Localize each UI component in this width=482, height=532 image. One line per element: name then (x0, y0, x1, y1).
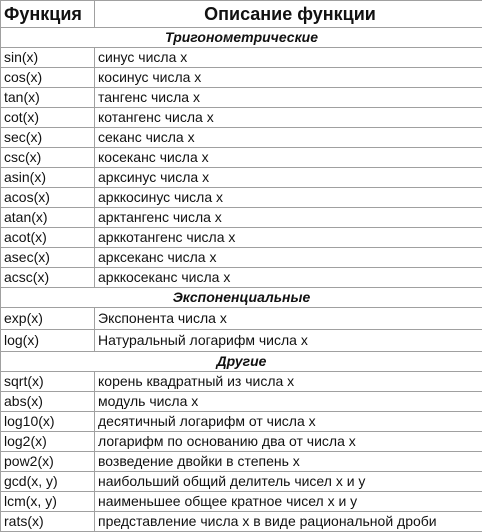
function-description: Натуральный логарифм числа x (95, 330, 482, 352)
function-description: модуль числа x (95, 392, 482, 412)
section-row (1, 288, 482, 308)
function-description: котангенс числа x (95, 108, 482, 128)
function-name: log(x) (1, 330, 95, 352)
function-description: секанс числа x (95, 128, 482, 148)
function-description: косеканс числа x (95, 148, 482, 168)
function-description: арккотангенс числа x (95, 228, 482, 248)
table-row (1, 248, 482, 268)
section-title: Другие (1, 352, 482, 372)
function-name: sqrt(x) (1, 372, 95, 392)
function-name: abs(x) (1, 392, 95, 412)
table-row (1, 188, 482, 208)
function-name: exp(x) (1, 308, 95, 330)
function-name: pow2(x) (1, 452, 95, 472)
section-title: Тригонометрические (1, 28, 482, 48)
function-name: acot(x) (1, 228, 95, 248)
table-row (1, 108, 482, 128)
table-row (1, 88, 482, 108)
function-description: арккосеканс числа x (95, 268, 482, 288)
table-row (1, 452, 482, 472)
function-name: cos(x) (1, 68, 95, 88)
function-description: возведение двойки в степень x (95, 452, 482, 472)
table-row (1, 308, 482, 330)
table-row (1, 492, 482, 512)
section-row (1, 352, 482, 372)
function-name: sin(x) (1, 48, 95, 68)
table-row (1, 330, 482, 352)
function-description: логарифм по основанию два от числа x (95, 432, 482, 452)
function-name: acsc(x) (1, 268, 95, 288)
table-row (1, 68, 482, 88)
table-row (1, 432, 482, 452)
table-row (1, 372, 482, 392)
function-name: rats(x) (1, 512, 95, 532)
function-description: наибольший общий делитель чисел x и y (95, 472, 482, 492)
function-name: asec(x) (1, 248, 95, 268)
function-name: csc(x) (1, 148, 95, 168)
function-name: gcd(x, y) (1, 472, 95, 492)
function-description: тангенс числа x (95, 88, 482, 108)
header-description: Описание функции (95, 1, 482, 28)
header-function: Функция (1, 1, 95, 28)
function-name: asin(x) (1, 168, 95, 188)
function-description: корень квадратный из числа x (95, 372, 482, 392)
function-description: арктангенс числа x (95, 208, 482, 228)
function-name: lcm(x, y) (1, 492, 95, 512)
function-description: представление числа x в виде рациональной дроби (95, 512, 482, 532)
function-description: арксеканс числа x (95, 248, 482, 268)
function-description: синус числа x (95, 48, 482, 68)
function-description: арксинус числа x (95, 168, 482, 188)
function-description: Экспонента числа x (95, 308, 482, 330)
table-row (1, 148, 482, 168)
section-row (1, 28, 482, 48)
function-name: sec(x) (1, 128, 95, 148)
table-row (1, 392, 482, 412)
table-row (1, 412, 482, 432)
function-description: арккосинус числа x (95, 188, 482, 208)
table-row (1, 512, 482, 532)
function-name: log10(x) (1, 412, 95, 432)
table-row (1, 48, 482, 68)
function-description: косинус числа x (95, 68, 482, 88)
function-name: log2(x) (1, 432, 95, 452)
table-row (1, 228, 482, 248)
function-name: tan(x) (1, 88, 95, 108)
table-row (1, 168, 482, 188)
table-row (1, 472, 482, 492)
function-name: acos(x) (1, 188, 95, 208)
function-description: наименьшее общее кратное чисел x и y (95, 492, 482, 512)
table-row (1, 268, 482, 288)
table-row (1, 208, 482, 228)
table-row (1, 128, 482, 148)
function-name: atan(x) (1, 208, 95, 228)
function-name: cot(x) (1, 108, 95, 128)
function-description: десятичный логарифм от числа x (95, 412, 482, 432)
section-title: Экспоненциальные (1, 288, 482, 308)
header-row (1, 1, 482, 28)
